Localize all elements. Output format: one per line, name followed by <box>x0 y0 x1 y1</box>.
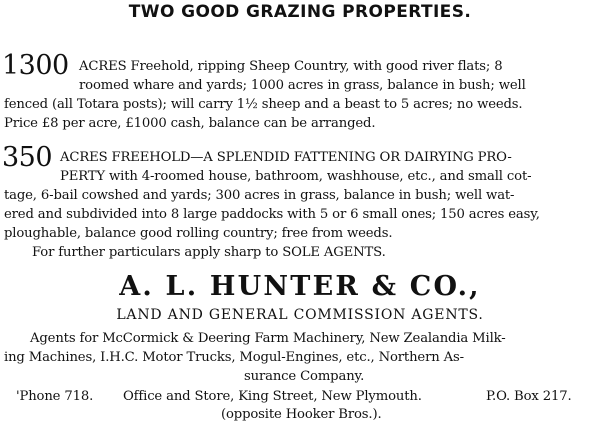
property2-line-1: ACRES FREEHOLD—A SPLENDID FATTENING OR DAIRYING PRO- <box>60 150 512 165</box>
property2-line-2: PERTY with 4-roomed house, bathroom, washhouse, etc., and small cot- <box>60 169 532 184</box>
property2-acreage: 350 <box>2 142 53 173</box>
agents-line-1: Agents for McCormick & Deering Farm Machinery, New Zealandia Milk- <box>30 331 506 346</box>
property1-line-2: roomed whare and yards; 1000 acres in grass, balance in bush; well <box>79 78 526 93</box>
property2-line-4: ered and subdivided into 8 large paddocks with 5 or 6 small ones; 150 acres easy, <box>4 207 540 222</box>
po-box: P.O. Box 217. <box>486 389 572 404</box>
office-address: Office and Store, King Street, New Plymouth. <box>123 389 422 404</box>
ad-heading: TWO GOOD GRAZING PROPERTIES. <box>128 2 472 22</box>
company-name: A. L. HUNTER & CO., <box>119 271 481 302</box>
property2-particulars: For further particulars apply sharp to SOLE AGENTS. <box>32 245 386 260</box>
property2-line-5: ploughable, balance good rolling country; free from weeds. <box>4 226 393 241</box>
property1-line-3: fenced (all Totara posts); will carry 1½ sheep and a beast to 5 acres; no weeds. <box>4 97 523 112</box>
office-location-note: (opposite Hooker Bros.). <box>221 407 382 422</box>
property1-line-4: Price £8 per acre, £1000 cash, balance can be arranged. <box>4 116 376 131</box>
company-subtitle: LAND AND GENERAL COMMISSION AGENTS. <box>116 307 484 323</box>
property1-line-1: ACRES Freehold, ripping Sheep Country, with good river flats; 8 <box>79 59 503 74</box>
property1-acreage: 1300 <box>2 50 69 81</box>
property2-line-3: tage, 6-bail cowshed and yards; 300 acres in grass, balance in bush; well wat- <box>4 188 515 203</box>
agents-line-2: ing Machines, I.H.C. Motor Trucks, Mogul-Engines, etc., Northern As- <box>4 350 464 365</box>
phone-number: 'Phone 718. <box>16 389 94 404</box>
agents-line-3: surance Company. <box>244 369 365 384</box>
